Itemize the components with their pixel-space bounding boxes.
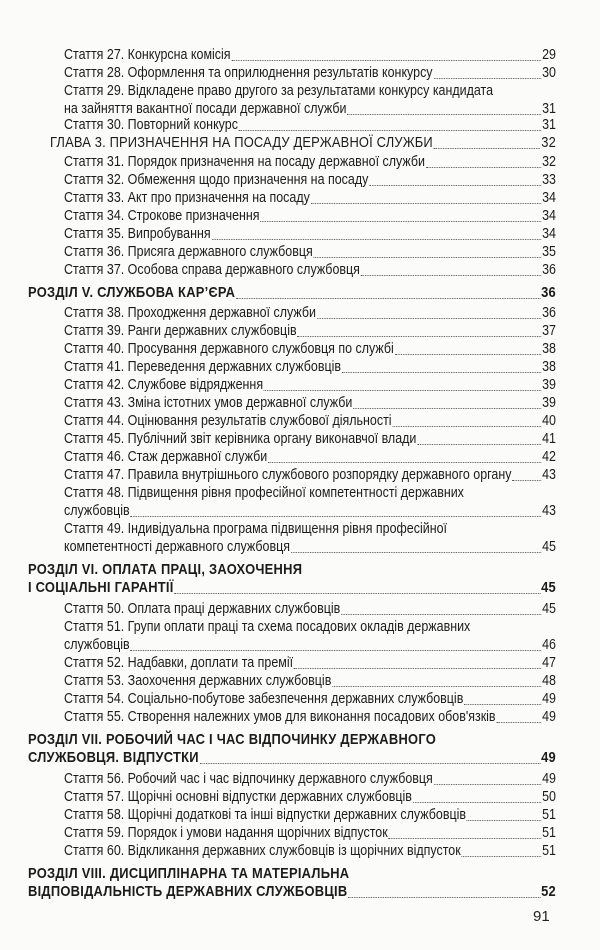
toc-entry-label: Стаття 52. Надбавки, доплати та премії (64, 655, 294, 671)
toc-page-ref: 49 (542, 771, 556, 787)
toc-page-ref: 49 (541, 749, 556, 766)
toc-entry-label: Стаття 60. Відкликання державних службовців із щорічних відпусток (64, 843, 461, 859)
toc-entry-label: РОЗДІЛ VIII. ДИСЦИПЛІНАРНА ТА МАТЕРІАЛЬНА (28, 865, 350, 882)
toc-entry[interactable] (28, 749, 556, 767)
dot-leader (395, 340, 542, 358)
toc-entry-article (64, 672, 556, 690)
toc-entry[interactable] (28, 579, 556, 597)
toc-entry-label: Стаття 33. Акт про призначення на посаду (64, 190, 310, 206)
toc-entry-section (28, 284, 556, 302)
toc-entry-continuation: І СОЦІАЛЬНІ ГАРАНТІЇ (28, 579, 174, 596)
dot-leader (413, 788, 541, 806)
toc-entry-article (64, 430, 556, 448)
toc-page-ref: 49 (542, 691, 556, 707)
toc-entry[interactable] (64, 770, 556, 788)
toc-entry-label: Стаття 57. Щорічні основні відпустки державних службовців (64, 789, 412, 805)
toc-page-ref: 45 (542, 539, 556, 555)
toc-entry-article (64, 448, 556, 466)
toc-entry-label: Стаття 38. Проходження державної служби (64, 305, 316, 321)
toc-entry[interactable] (64, 376, 556, 394)
toc-page-ref: 39 (542, 395, 556, 411)
toc-page-ref: 50 (542, 789, 556, 805)
dot-leader (294, 654, 541, 672)
toc-entry-article (64, 225, 556, 243)
toc-entry-label: Стаття 46. Стаж державної служби (64, 449, 268, 465)
dot-leader (392, 412, 541, 430)
toc-entry-label: Стаття 54. Соціально-побутове забезпечення державних службовців (64, 691, 464, 707)
toc-entry[interactable] (64, 207, 556, 225)
toc-entry-label: Стаття 36. Присяга державного службовця (64, 244, 313, 260)
dot-leader (236, 284, 540, 302)
toc-entry-article (64, 690, 556, 708)
toc-page-ref: 45 (541, 579, 556, 596)
dot-leader (311, 189, 542, 207)
toc-entry-label: Стаття 59. Порядок і умови надання щорічних відпусток (64, 825, 388, 841)
toc-entry[interactable] (64, 538, 556, 556)
toc-entry-label: Стаття 27. Конкурсна комісія (64, 47, 231, 63)
toc-entry-title-line (28, 731, 556, 749)
toc-entry-article (64, 340, 556, 358)
toc-entry-label: Стаття 55. Створення належних умов для виконання посадових обов'язків (64, 709, 496, 725)
toc-entry-article (64, 376, 556, 394)
dot-leader (462, 842, 542, 860)
toc-entry-article (64, 654, 556, 672)
toc-page-ref: 51 (542, 807, 556, 823)
toc-entry-label: РОЗДІЛ VII. РОБОЧИЙ ЧАС І ЧАС ВІДПОЧИНКУ ДЕРЖАВНОГО (28, 731, 437, 748)
toc-entry-label: Стаття 28. Оформлення та оприлюднення результатів конкурсу (64, 65, 433, 81)
toc-entry-article (64, 770, 556, 788)
toc-page-ref: 29 (542, 47, 556, 63)
toc-page-ref: 38 (542, 359, 556, 375)
toc-entry[interactable] (64, 448, 556, 466)
toc-entry[interactable] (64, 654, 556, 672)
dot-leader (434, 134, 541, 152)
toc-entry[interactable] (64, 824, 556, 842)
dot-leader (369, 171, 541, 189)
dot-leader (297, 322, 541, 340)
toc-entry-title-line (64, 618, 556, 636)
toc-page-ref: 51 (542, 843, 556, 859)
toc-entry[interactable] (64, 672, 556, 690)
toc-entry-label: Стаття 43. Зміна істотних умов державної служби (64, 395, 353, 411)
toc-entry-article (64, 502, 556, 520)
toc-page-ref: 34 (542, 208, 556, 224)
dot-leader (130, 502, 541, 520)
toc-page-ref: 32 (541, 134, 556, 151)
dot-leader (512, 466, 541, 484)
toc-page-ref: 46 (542, 637, 556, 653)
toc-entry[interactable] (64, 394, 556, 412)
toc-entry[interactable] (50, 134, 556, 152)
toc-entry-article (64, 788, 556, 806)
toc-entry-label: Стаття 40. Просування державного службовця по службі (64, 341, 394, 357)
toc-entry[interactable] (64, 430, 556, 448)
toc-entry-chapter (50, 134, 556, 152)
toc-entry-article (64, 824, 556, 842)
toc-page-ref: 36 (541, 284, 556, 301)
toc-entry-label: Стаття 32. Обмеження щодо призначення на посаду (64, 172, 369, 188)
toc-entry[interactable] (64, 153, 556, 171)
toc-entry[interactable] (64, 842, 556, 860)
toc-entry[interactable] (28, 883, 556, 901)
toc-entry-label: Стаття 30. Повторний конкурс (64, 117, 238, 133)
toc-entry[interactable] (64, 502, 556, 520)
toc-page-ref: 35 (542, 244, 556, 260)
toc-entry-label: Стаття 31. Порядок призначення на посаду державної служби (64, 154, 425, 170)
dot-leader (130, 636, 541, 654)
toc-entry-article (64, 153, 556, 171)
toc-page-ref: 31 (542, 101, 556, 117)
toc-entry-label: Стаття 29. Відкладене право другого за результатами конкурсу кандидата (64, 83, 494, 99)
dot-leader (231, 46, 541, 64)
toc-entry-label: Стаття 37. Особова справа державного службовця (64, 262, 360, 278)
dot-leader (348, 883, 540, 901)
toc-page-ref: 32 (542, 154, 556, 170)
toc-entry[interactable] (64, 788, 556, 806)
dot-leader (434, 770, 542, 788)
toc-entry-article (64, 394, 556, 412)
toc-entry-continuation: СЛУЖБОВЦЯ. ВІДПУСТКИ (28, 749, 199, 766)
toc-entry-continuation: на зайняття вакантної посади державної служби (64, 101, 347, 117)
toc-page-ref: 43 (542, 467, 556, 483)
toc-entry-title-line (28, 561, 556, 579)
toc-entry-article (64, 806, 556, 824)
toc-entry-label: Стаття 42. Службове відрядження (64, 377, 264, 393)
toc-entry-article (64, 842, 556, 860)
dot-leader (212, 225, 542, 243)
toc-page-ref: 51 (542, 825, 556, 841)
toc-entry-article (64, 708, 556, 726)
toc-entry-article (64, 171, 556, 189)
dot-leader (291, 538, 541, 556)
toc-entry-continuation: службовців (64, 637, 130, 653)
dot-leader (353, 394, 541, 412)
dot-leader (332, 672, 541, 690)
toc-entry-label: Стаття 44. Оцінювання результатів службової діяльності (64, 413, 392, 429)
toc-entry[interactable] (64, 708, 556, 726)
toc-entry-article (64, 46, 556, 64)
toc-page-ref: 39 (542, 377, 556, 393)
toc-entry[interactable] (64, 64, 556, 82)
toc-entry[interactable] (64, 806, 556, 824)
dot-leader (342, 358, 541, 376)
toc-entry-label: ГЛАВА 3. ПРИЗНАЧЕННЯ НА ПОСАДУ ДЕРЖАВНОЇ СЛУЖБИ (50, 134, 433, 151)
toc-page-ref: 49 (542, 709, 556, 725)
toc-entry-continuation: компетентності державного службовця (64, 539, 291, 555)
toc-entry-label: Стаття 51. Групи оплати праці та схема посадових окладів державних (64, 619, 471, 635)
toc-page-ref: 48 (542, 673, 556, 689)
toc-entry-article (64, 261, 556, 279)
toc-entry[interactable] (64, 116, 556, 134)
toc-entry-label: Стаття 48. Підвищення рівня професійної компетентності державних (64, 485, 464, 501)
toc-entry-continuation: ВІДПОВІДАЛЬНІСТЬ ДЕРЖАВНИХ СЛУЖБОВЦІВ (28, 883, 348, 900)
page-number: 91 (533, 908, 550, 925)
toc-entry-section (28, 883, 556, 901)
toc-page-ref: 36 (542, 305, 556, 321)
dot-leader (464, 690, 541, 708)
toc-entry-label: Стаття 35. Випробування (64, 226, 211, 242)
toc-entry-article (64, 207, 556, 225)
toc-page-ref: 30 (542, 65, 556, 81)
toc-entry[interactable] (64, 243, 556, 261)
toc-entry-label: Стаття 39. Ранги державних службовців (64, 323, 297, 339)
toc-entry-article (64, 189, 556, 207)
toc-entry-label: Стаття 50. Оплата праці державних службовців (64, 601, 341, 617)
toc-page-ref: 52 (541, 883, 556, 900)
toc-entry-article (64, 412, 556, 430)
toc-entry-article (64, 322, 556, 340)
dot-leader (239, 116, 541, 134)
toc-page-ref: 36 (542, 262, 556, 278)
toc-entry-label: РОЗДІЛ VI. ОПЛАТА ПРАЦІ, ЗАОХОЧЕННЯ (28, 561, 303, 578)
toc-entry-article (64, 358, 556, 376)
toc-page-ref: 37 (542, 323, 556, 339)
toc-entry[interactable] (64, 322, 556, 340)
toc-entry[interactable] (64, 261, 556, 279)
toc-entry[interactable] (64, 466, 556, 484)
dot-leader (417, 430, 541, 448)
dot-leader (174, 579, 540, 597)
toc-entry-label: Стаття 49. Індивідуальна програма підвищення рівня професійної (64, 521, 447, 537)
toc-entry-label: Стаття 47. Правила внутрішнього службового розпорядку державного органу (64, 467, 512, 483)
toc-page-ref: 34 (542, 226, 556, 242)
toc-page-ref: 33 (542, 172, 556, 188)
toc-entry-article (64, 64, 556, 82)
toc-page-ref: 41 (542, 431, 556, 447)
toc-entry[interactable] (64, 171, 556, 189)
toc-entry[interactable] (64, 340, 556, 358)
toc-entry-article (64, 636, 556, 654)
toc-entry[interactable] (64, 46, 556, 64)
toc-entry[interactable] (64, 690, 556, 708)
toc-entry[interactable] (64, 412, 556, 430)
toc-entry-label: Стаття 34. Строкове призначення (64, 208, 260, 224)
toc-entry-article (64, 243, 556, 261)
dot-leader (314, 243, 542, 261)
toc-entry-label: Стаття 45. Публічний звіт керівника органу виконавчої влади (64, 431, 417, 447)
toc-entry-label: Стаття 56. Робочий час і час відпочинку державного службовця (64, 771, 433, 787)
toc-entry[interactable] (64, 600, 556, 618)
toc-entry-section (28, 749, 556, 767)
toc-page-ref: 40 (542, 413, 556, 429)
toc-entry-section (28, 579, 556, 597)
dot-leader (496, 708, 541, 726)
toc-entry[interactable] (64, 189, 556, 207)
toc-entry-label: Стаття 58. Щорічні додаткові та інші відпустки державних службовців (64, 807, 467, 823)
toc-entry-article (64, 538, 556, 556)
toc-entry-label: РОЗДІЛ V. СЛУЖБОВА КАР’ЄРА (28, 284, 236, 301)
toc-page-ref: 38 (542, 341, 556, 357)
toc-page-ref: 42 (542, 449, 556, 465)
toc-entry-title-line (64, 520, 556, 538)
dot-leader (426, 153, 541, 171)
toc-entry[interactable] (64, 358, 556, 376)
toc-page-ref: 47 (542, 655, 556, 671)
dot-leader (467, 806, 541, 824)
toc-page-ref: 34 (542, 190, 556, 206)
dot-leader (317, 304, 541, 322)
toc-entry-label: Стаття 41. Переведення державних службовців (64, 359, 342, 375)
toc-entry-continuation: службовців (64, 503, 130, 519)
toc-entry-article (64, 466, 556, 484)
dot-leader (268, 448, 541, 466)
toc-entry-article (64, 600, 556, 618)
toc-entry-article (64, 304, 556, 322)
toc-entry-title-line (28, 865, 556, 883)
dot-leader (200, 749, 541, 767)
toc-page-ref: 31 (542, 117, 556, 133)
dot-leader (341, 600, 541, 618)
dot-leader (389, 824, 542, 842)
toc-page-ref: 43 (542, 503, 556, 519)
toc-entry[interactable] (64, 636, 556, 654)
toc-entry-title-line (64, 82, 556, 100)
dot-leader (361, 261, 541, 279)
toc-page-ref: 45 (542, 601, 556, 617)
toc-entry[interactable] (64, 225, 556, 243)
toc-entry-article (64, 116, 556, 134)
toc-entry[interactable] (64, 304, 556, 322)
dot-leader (264, 376, 541, 394)
toc-entry[interactable] (28, 284, 556, 302)
toc-entry-label: Стаття 53. Заохочення державних службовців (64, 673, 332, 689)
dot-leader (433, 64, 541, 82)
toc-entry-title-line (64, 484, 556, 502)
dot-leader (260, 207, 541, 225)
